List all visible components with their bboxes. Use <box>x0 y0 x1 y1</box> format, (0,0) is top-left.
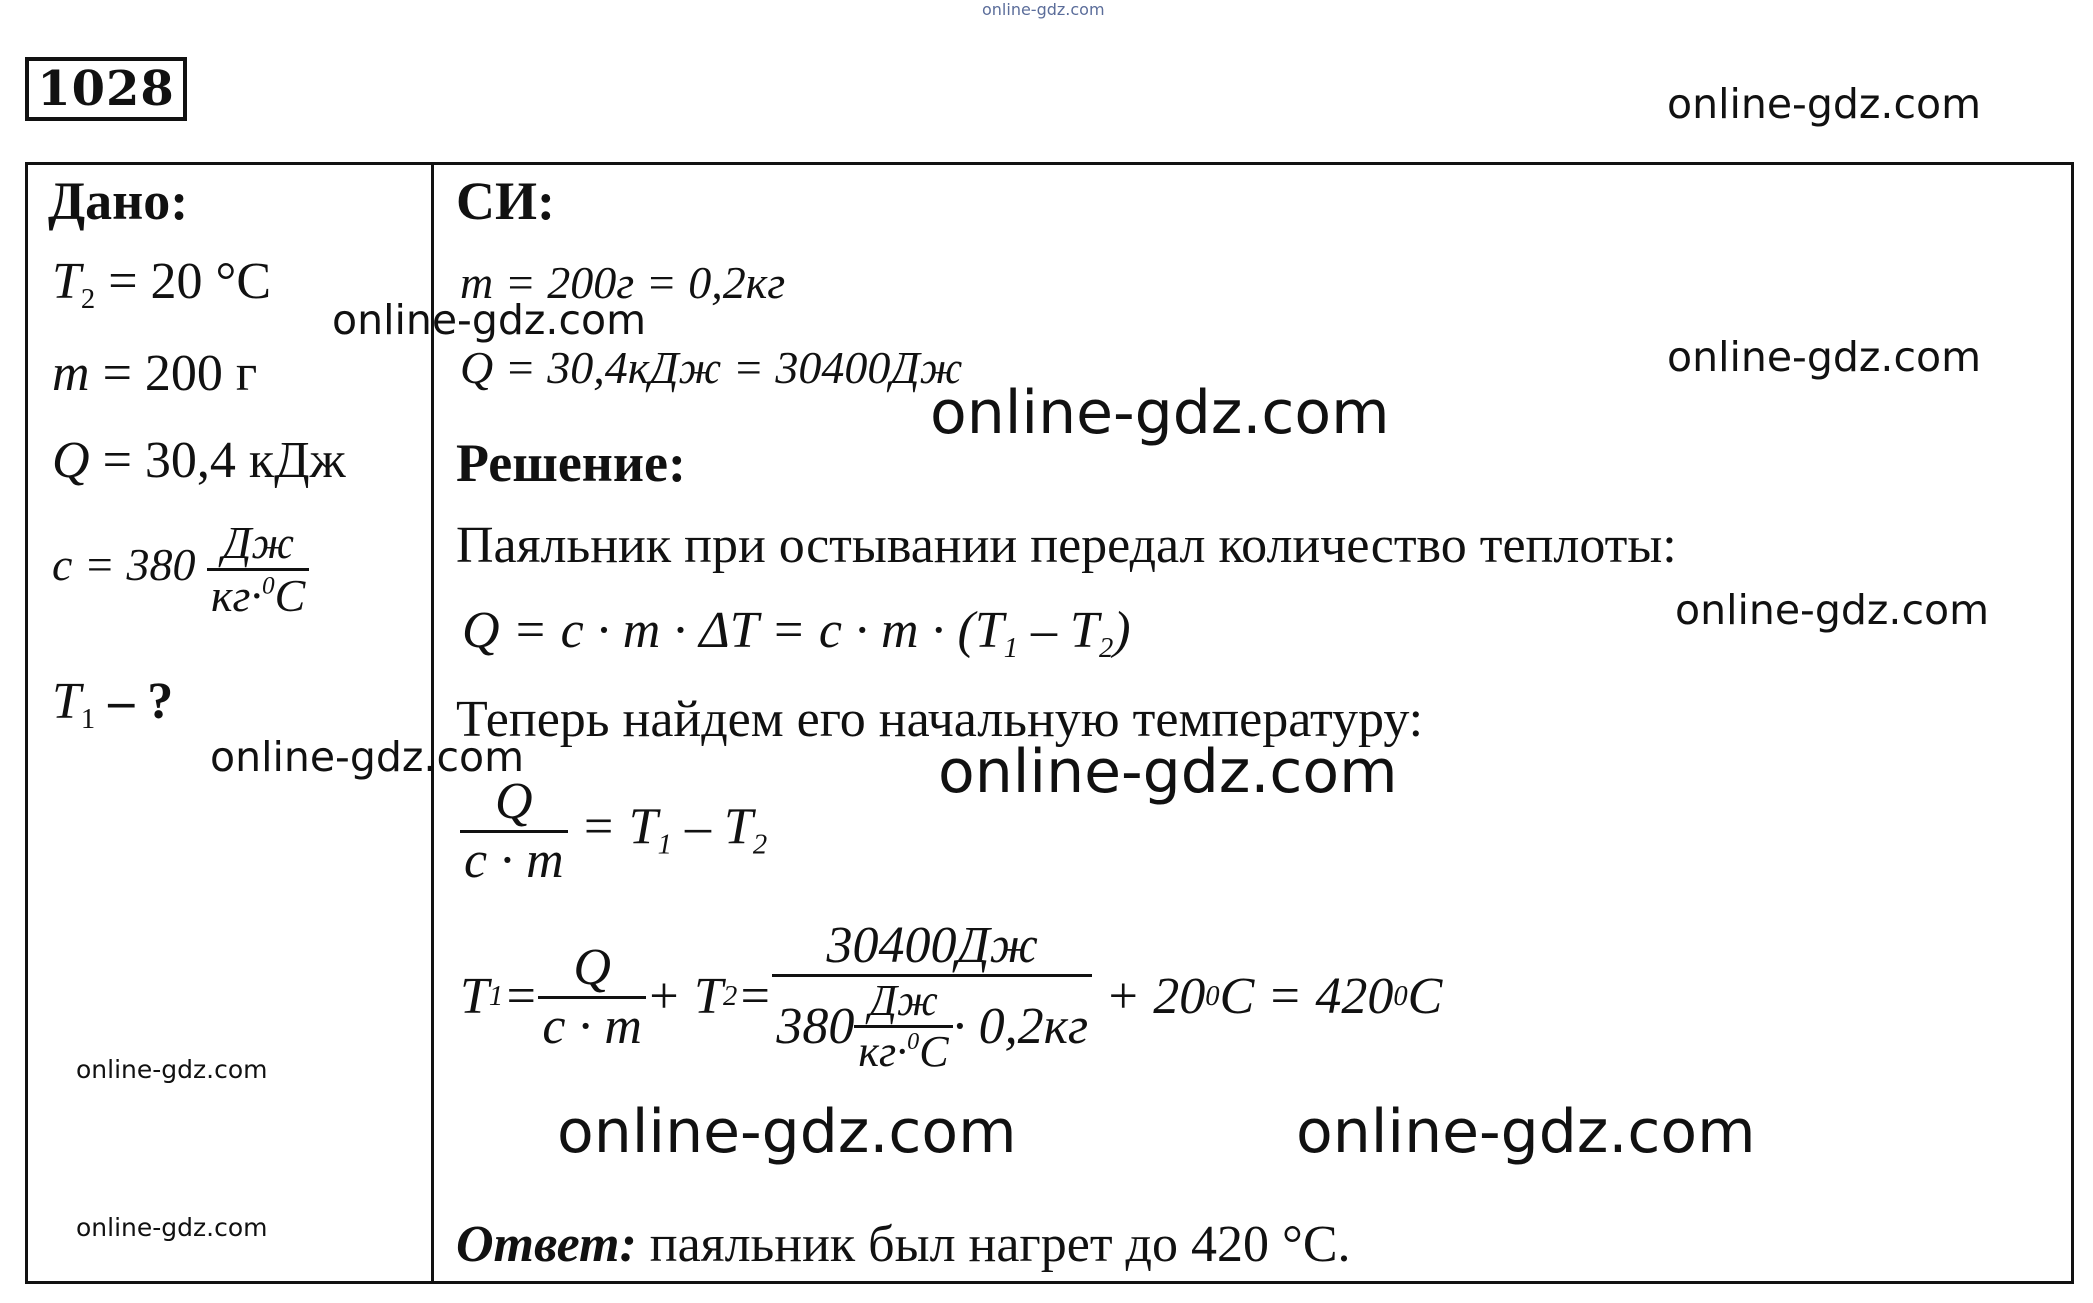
watermark: online-gdz.com <box>210 733 525 781</box>
watermark: online-gdz.com <box>938 737 1398 807</box>
watermark: online-gdz.com <box>1296 1097 1756 1167</box>
given-heading: Дано: <box>48 171 189 231</box>
answer-label: Ответ: <box>456 1216 637 1273</box>
watermark: online-gdz.com <box>1667 80 1982 128</box>
equation-delta: $\frac{Q}{c \cdot m}$ = $T_1 - T_2$ <box>460 776 767 887</box>
given-find: $T_1$ – ? <box>52 673 174 735</box>
watermark: online-gdz.com <box>332 296 647 344</box>
equation-heat: $Q = c \cdot m \cdot \Delta T = c \cdot m \cdot (T_1 - T_2)$ <box>462 602 1131 664</box>
watermark: online-gdz.com <box>930 378 1390 448</box>
answer-text: паяльник был нагрет до 420 °С. <box>636 1216 1351 1273</box>
watermark: online-gdz.com <box>1675 586 1990 634</box>
si-heading: СИ: <box>456 171 555 231</box>
si-heat: Q = 30,4кДж = 30400Дж <box>460 342 963 393</box>
solution-text-1: Паяльник при остывании передал количество теплоты: <box>456 517 1677 574</box>
given-mass: m = 200 г <box>52 345 258 402</box>
watermark-top: online-gdz.com <box>982 0 1105 19</box>
given-t2: $T_2 = 20$ °C <box>52 253 272 315</box>
solution-text-2: Теперь найдем его начальную температуру: <box>456 691 1424 748</box>
given-heat: Q = 30,4 кДж <box>52 432 346 489</box>
watermark: online-gdz.com <box>76 1213 268 1242</box>
task-number: 1028 <box>25 57 187 121</box>
si-mass: m = 200г = 0,2кг <box>460 257 786 308</box>
watermark: online-gdz.com <box>557 1097 1017 1167</box>
solution-heading: Решение: <box>456 433 686 493</box>
watermark: online-gdz.com <box>76 1055 268 1084</box>
answer <box>456 1216 1351 1273</box>
equation-result: T 1 = $\frac{Q}{c \cdot m}$ + T 2 = 30400Дж 380 $\frac{Дж}{кг\cdot^0C}$ · 0,2кг + 20 0 C = 420 0 C <box>460 917 1443 1076</box>
watermark: online-gdz.com <box>1667 333 1982 381</box>
given-specific-heat: c = 380 $\frac{Дж}{кг\cdot^0C}$ <box>52 520 309 619</box>
